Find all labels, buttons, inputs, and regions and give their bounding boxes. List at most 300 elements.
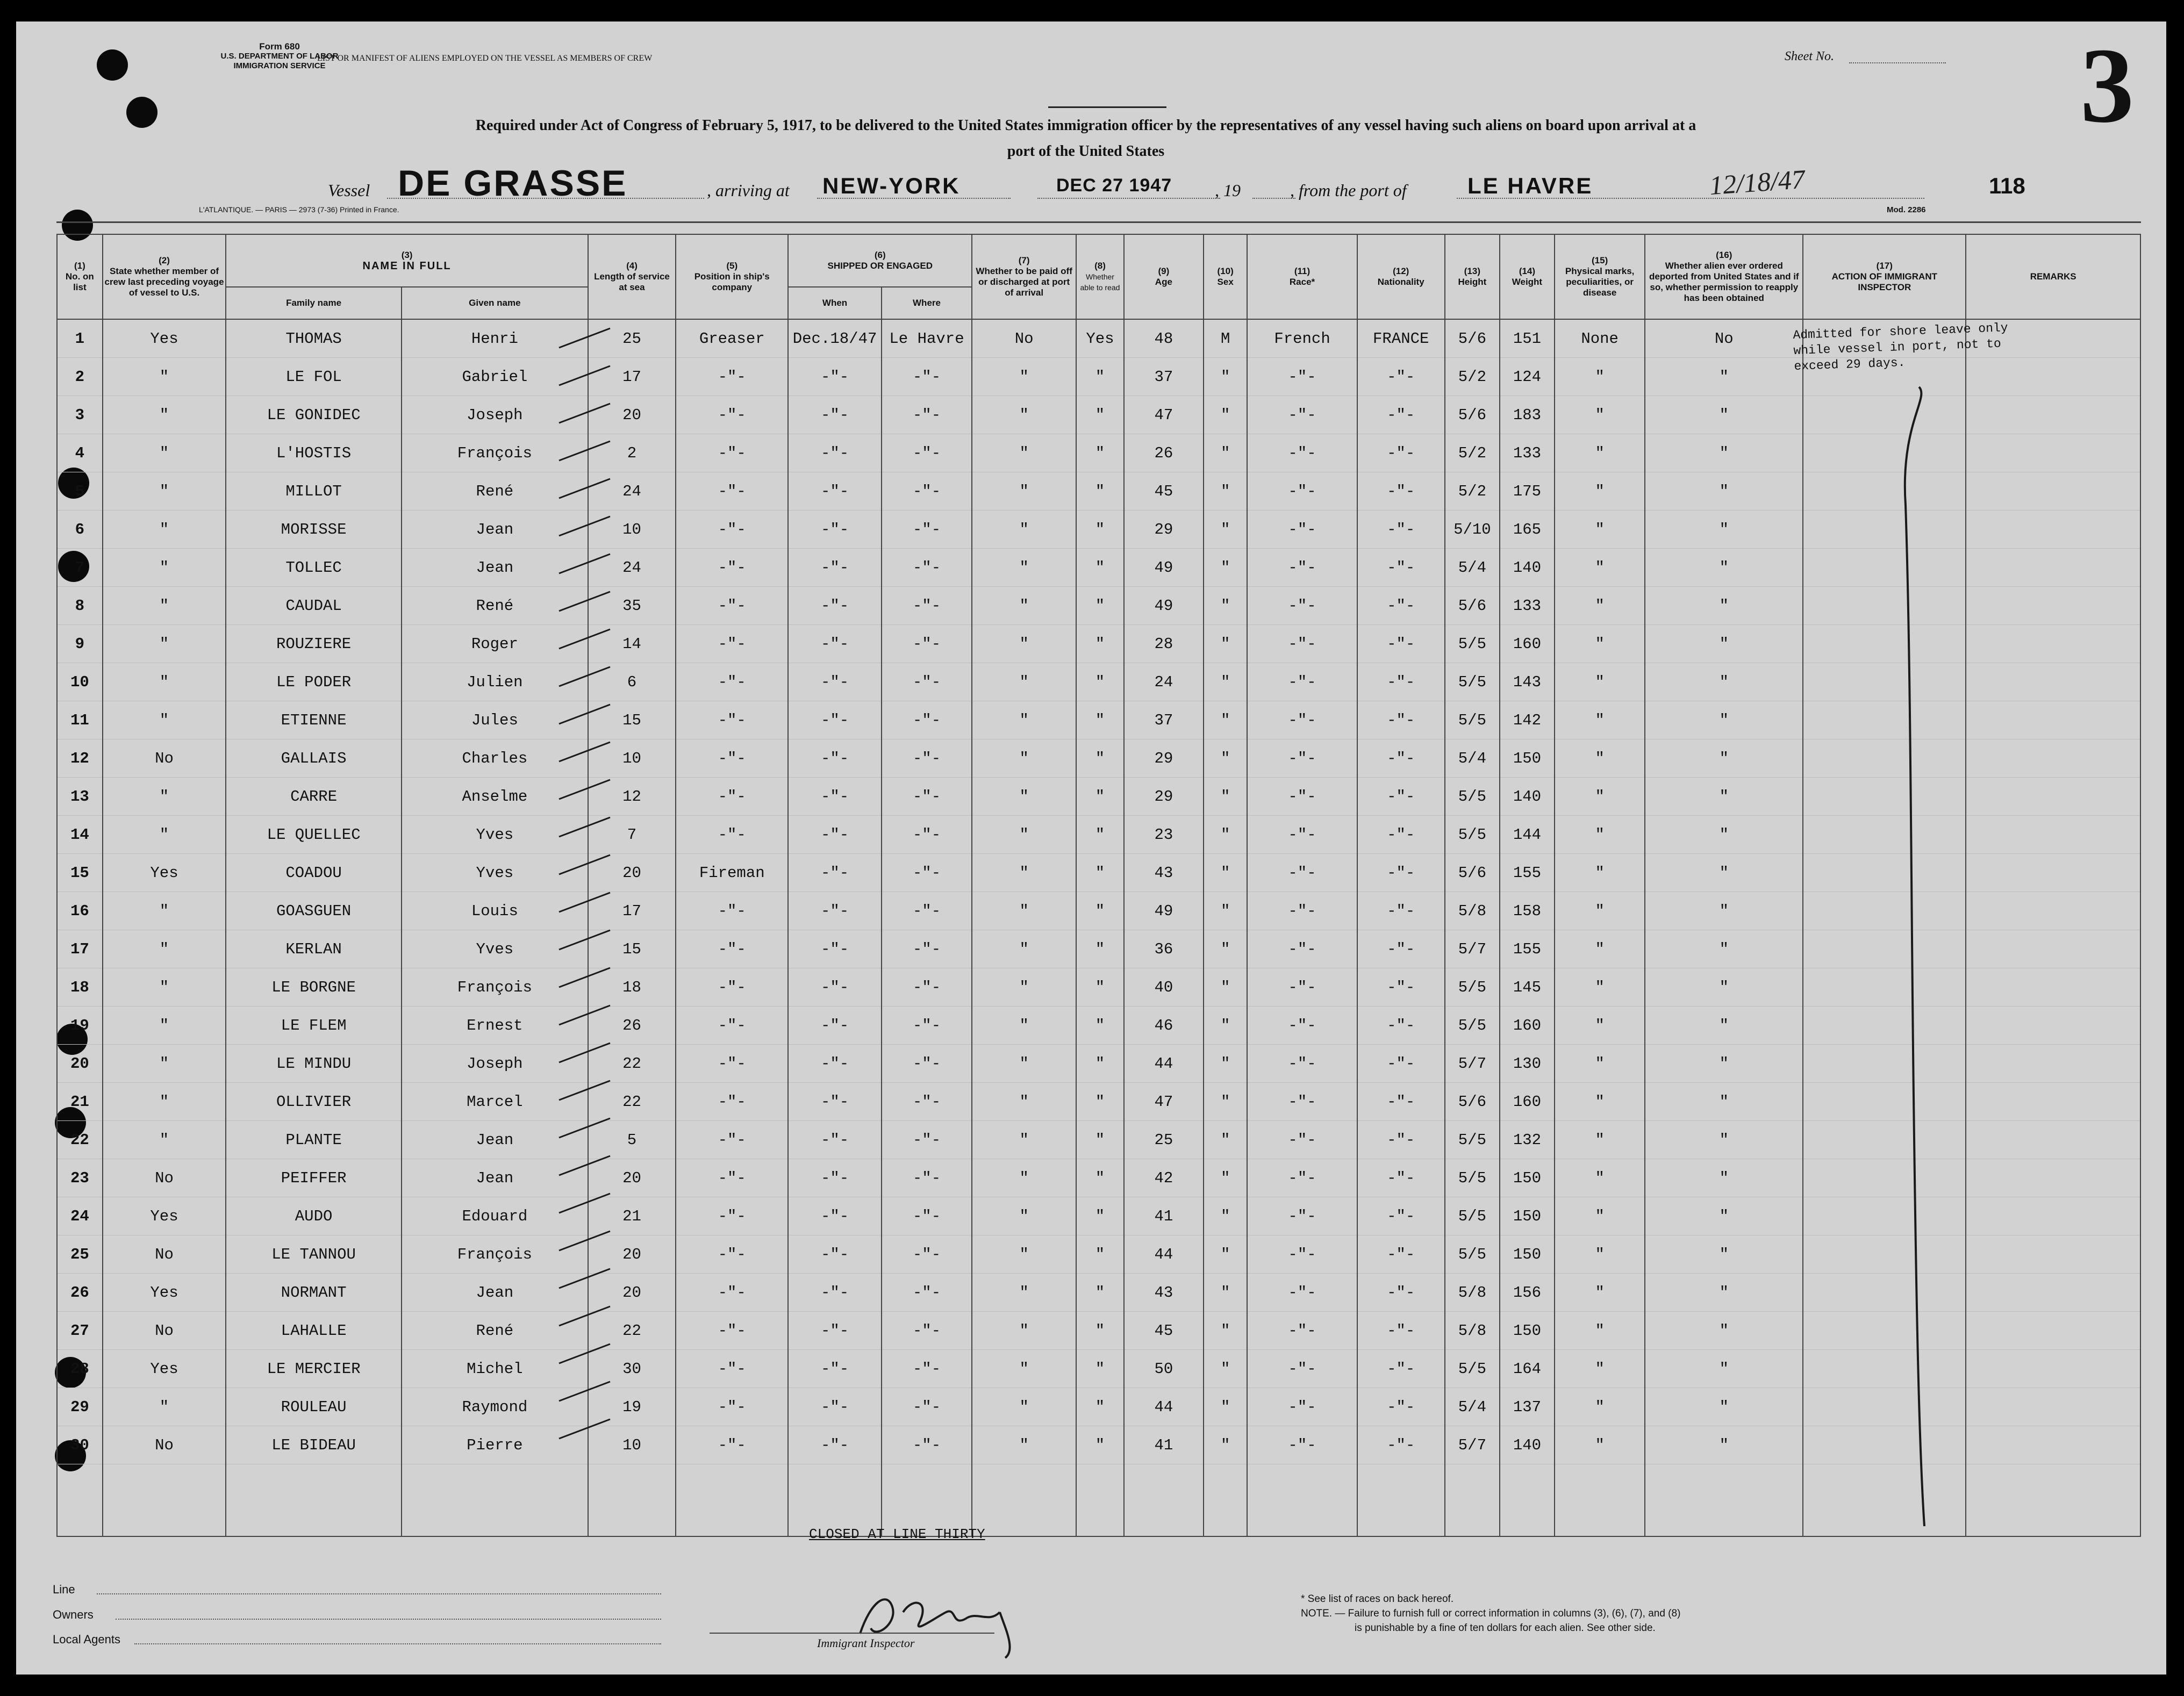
cell-able-to-read: " [1076, 434, 1124, 472]
cell-family-name: LE PODER [226, 663, 402, 701]
cell-family-name: OLLIVIER [226, 1083, 402, 1121]
cell-race: -"- [1247, 1197, 1357, 1235]
cell-deported-status: " [1645, 892, 1803, 930]
cell-physical-marks: " [1555, 1121, 1645, 1159]
cell-shipped-where: -"- [882, 1388, 972, 1426]
cell-shipped-where: -"- [882, 854, 972, 892]
cell-height: 5/5 [1445, 1007, 1500, 1045]
cell-prev-voyage: Yes [103, 854, 226, 892]
cell-row-number: 24 [57, 1197, 103, 1235]
cell-race: -"- [1247, 663, 1357, 701]
cell-physical-marks: " [1555, 358, 1645, 396]
cell-age: 29 [1124, 511, 1204, 549]
cell-paid-off: " [972, 968, 1076, 1007]
cell-family-name: LE FLEM [226, 1007, 402, 1045]
cell-shipped-when: -"- [788, 968, 881, 1007]
cell-height: 5/6 [1445, 1083, 1500, 1121]
cell-shipped-when: -"- [788, 549, 881, 587]
cell-age: 43 [1124, 1274, 1204, 1312]
from-port: LE HAVRE [1467, 173, 1593, 198]
col-header-no: (1) No. on list [57, 234, 103, 319]
cell-age: 24 [1124, 663, 1204, 701]
cell-row-number: 16 [57, 892, 103, 930]
closing-note: CLOSED AT LINE THIRTY [809, 1526, 985, 1542]
cell-physical-marks: " [1555, 1350, 1645, 1388]
cell-race: -"- [1247, 1159, 1357, 1197]
cell-shipped-where: -"- [882, 1007, 972, 1045]
cell-prev-voyage: " [103, 816, 226, 854]
cell-row-number: 2 [57, 358, 103, 396]
cell-given-name: Jean [402, 1274, 588, 1312]
cell-height: 5/4 [1445, 1388, 1500, 1426]
cell-sex: " [1204, 930, 1248, 968]
cell-weight: 160 [1500, 625, 1555, 663]
subtitle-line-2: port of the United States [1007, 143, 1165, 160]
col-header-position: (5) Position in ship's company [676, 234, 788, 319]
cell-sex: " [1204, 1083, 1248, 1121]
cell-deported-status: " [1645, 968, 1803, 1007]
mod-number: Mod. 2286 [1887, 205, 1926, 214]
cell-nationality: -"- [1357, 1159, 1445, 1197]
cell-age: 49 [1124, 549, 1204, 587]
cell-able-to-read: " [1076, 1274, 1124, 1312]
cell-age: 48 [1124, 319, 1204, 358]
cell-row-number: 5 [57, 472, 103, 511]
cell-prev-voyage: " [103, 1045, 226, 1083]
cell-height: 5/7 [1445, 1426, 1500, 1464]
cell-physical-marks: " [1555, 968, 1645, 1007]
cell-height: 5/6 [1445, 854, 1500, 892]
cell-length-of-service: 17 [588, 358, 676, 396]
cell-shipped-when: -"- [788, 396, 881, 434]
cell-able-to-read: " [1076, 1197, 1124, 1235]
cell-length-of-service: 2 [588, 434, 676, 472]
cell-paid-off: " [972, 587, 1076, 625]
cell-deported-status: " [1645, 1159, 1803, 1197]
cell-race: -"- [1247, 396, 1357, 434]
service-check-mark [559, 705, 610, 724]
cell-shipped-where: -"- [882, 1235, 972, 1274]
cell-nationality: -"- [1357, 663, 1445, 701]
cell-age: 45 [1124, 1312, 1204, 1350]
cell-given-name: François [402, 434, 588, 472]
cell-length-of-service: 20 [588, 1274, 676, 1312]
cell-age: 42 [1124, 1159, 1204, 1197]
cell-deported-status: " [1645, 816, 1803, 854]
cell-deported-status: " [1645, 854, 1803, 892]
cell-given-name: Joseph [402, 396, 588, 434]
cell-paid-off: " [972, 472, 1076, 511]
cell-given-name: Julien [402, 663, 588, 701]
service-check-mark [559, 855, 610, 874]
cell-age: 29 [1124, 739, 1204, 778]
cell-sex: " [1204, 1388, 1248, 1426]
cell-given-name: René [402, 587, 588, 625]
cell-physical-marks: " [1555, 1312, 1645, 1350]
cell-able-to-read: " [1076, 1083, 1124, 1121]
cell-height: 5/8 [1445, 892, 1500, 930]
cell-nationality: -"- [1357, 625, 1445, 663]
cell-nationality: -"- [1357, 854, 1445, 892]
cell-prev-voyage: " [103, 434, 226, 472]
cell-shipped-when: -"- [788, 739, 881, 778]
cell-given-name: Jean [402, 1159, 588, 1197]
cell-weight: 150 [1500, 1312, 1555, 1350]
year-prefix: , 19 [1215, 181, 1241, 200]
cell-shipped-when: -"- [788, 1350, 881, 1388]
cell-height: 5/5 [1445, 701, 1500, 739]
cell-able-to-read: " [1076, 1426, 1124, 1464]
cell-nationality: -"- [1357, 892, 1445, 930]
cell-age: 47 [1124, 396, 1204, 434]
cell-physical-marks: " [1555, 663, 1645, 701]
cell-shipped-when: -"- [788, 663, 881, 701]
cell-shipped-when: -"- [788, 816, 881, 854]
cell-sex: " [1204, 778, 1248, 816]
cell-shipped-when: -"- [788, 1197, 881, 1235]
cell-physical-marks: " [1555, 816, 1645, 854]
col-header-where: Where [882, 287, 972, 319]
cell-physical-marks: " [1555, 1007, 1645, 1045]
cell-physical-marks: " [1555, 1388, 1645, 1426]
cell-race: -"- [1247, 701, 1357, 739]
cell-weight: 133 [1500, 587, 1555, 625]
cell-race: -"- [1247, 816, 1357, 854]
cell-able-to-read: " [1076, 1350, 1124, 1388]
cell-given-name: Marcel [402, 1083, 588, 1121]
cell-length-of-service: 7 [588, 816, 676, 854]
cell-shipped-where: -"- [882, 587, 972, 625]
cell-prev-voyage: " [103, 778, 226, 816]
cell-nationality: -"- [1357, 1083, 1445, 1121]
cell-position: -"- [676, 701, 788, 739]
cell-length-of-service: 10 [588, 511, 676, 549]
cell-race: -"- [1247, 1083, 1357, 1121]
cell-paid-off: " [972, 854, 1076, 892]
cell-physical-marks: " [1555, 587, 1645, 625]
cell-position: -"- [676, 1045, 788, 1083]
cell-able-to-read: " [1076, 701, 1124, 739]
cell-length-of-service: 14 [588, 625, 676, 663]
col-header-marks: (15) Physical marks, peculiarities, or disease [1555, 234, 1645, 319]
cell-given-name: Roger [402, 625, 588, 663]
cell-physical-marks: " [1555, 549, 1645, 587]
cell-length-of-service: 17 [588, 892, 676, 930]
cell-row-number: 30 [57, 1426, 103, 1464]
cell-age: 44 [1124, 1045, 1204, 1083]
cell-physical-marks: " [1555, 701, 1645, 739]
cell-prev-voyage: " [103, 968, 226, 1007]
cell-position: -"- [676, 1007, 788, 1045]
cell-family-name: LE MINDU [226, 1045, 402, 1083]
cell-length-of-service: 20 [588, 854, 676, 892]
cell-nationality: -"- [1357, 434, 1445, 472]
cell-row-number: 22 [57, 1121, 103, 1159]
cell-paid-off: " [972, 816, 1076, 854]
cell-paid-off: " [972, 625, 1076, 663]
cell-family-name: PEIFFER [226, 1159, 402, 1197]
cell-race: -"- [1247, 778, 1357, 816]
service-check-mark [559, 1194, 610, 1213]
cell-sex: " [1204, 1045, 1248, 1083]
cell-sex: M [1204, 319, 1248, 358]
vessel-name: DE GRASSE [398, 163, 628, 204]
cell-position: -"- [676, 1350, 788, 1388]
cell-deported-status: " [1645, 434, 1803, 472]
owners-rule [116, 1619, 661, 1620]
from-label: , from the port of [1290, 181, 1407, 200]
service-check-mark [559, 817, 610, 837]
cell-able-to-read: " [1076, 663, 1124, 701]
cell-position: -"- [676, 1197, 788, 1235]
cell-prev-voyage: No [103, 1426, 226, 1464]
race-footnote: * See list of races on back hereof. [1301, 1593, 1454, 1605]
cell-position: -"- [676, 778, 788, 816]
cell-sex: " [1204, 472, 1248, 511]
cell-given-name: Yves [402, 854, 588, 892]
cell-weight: 158 [1500, 892, 1555, 930]
cell-height: 5/8 [1445, 1312, 1500, 1350]
cell-physical-marks: " [1555, 1197, 1645, 1235]
cell-deported-status: " [1645, 1426, 1803, 1464]
cell-height: 5/5 [1445, 1350, 1500, 1388]
cell-length-of-service: 15 [588, 701, 676, 739]
cell-position: Greaser [676, 319, 788, 358]
cell-family-name: ROULEAU [226, 1388, 402, 1426]
cell-deported-status: " [1645, 1083, 1803, 1121]
cell-shipped-where: -"- [882, 511, 972, 549]
cell-family-name: LE GONIDEC [226, 396, 402, 434]
cell-physical-marks: " [1555, 625, 1645, 663]
cell-shipped-where: -"- [882, 1159, 972, 1197]
service-check-mark [559, 1156, 610, 1175]
cell-paid-off: " [972, 511, 1076, 549]
service-check-mark [559, 930, 610, 950]
cell-row-number: 27 [57, 1312, 103, 1350]
cell-height: 5/5 [1445, 1121, 1500, 1159]
cell-height: 5/8 [1445, 1274, 1500, 1312]
cell-shipped-when: -"- [788, 1274, 881, 1312]
cell-deported-status: " [1645, 1197, 1803, 1235]
cell-race: -"- [1247, 1121, 1357, 1159]
cell-age: 45 [1124, 472, 1204, 511]
cell-shipped-where: -"- [882, 625, 972, 663]
cell-nationality: -"- [1357, 739, 1445, 778]
cell-age: 44 [1124, 1388, 1204, 1426]
cell-given-name: René [402, 472, 588, 511]
cell-prev-voyage: Yes [103, 1350, 226, 1388]
cell-age: 25 [1124, 1121, 1204, 1159]
cell-shipped-where: -"- [882, 892, 972, 930]
cell-age: 26 [1124, 434, 1204, 472]
col-header-read: (8) Whether able to read [1076, 234, 1124, 319]
cell-physical-marks: " [1555, 396, 1645, 434]
service-check-mark [559, 968, 610, 987]
cell-deported-status: " [1645, 1388, 1803, 1426]
cell-able-to-read: " [1076, 358, 1124, 396]
cell-physical-marks: None [1555, 319, 1645, 358]
cell-able-to-read: " [1076, 892, 1124, 930]
cell-row-number: 28 [57, 1350, 103, 1388]
cell-shipped-when: -"- [788, 1388, 881, 1426]
cell-given-name: Joseph [402, 1045, 588, 1083]
cell-age: 49 [1124, 587, 1204, 625]
cell-row-number: 9 [57, 625, 103, 663]
cell-family-name: CAUDAL [226, 587, 402, 625]
cell-row-number: 25 [57, 1235, 103, 1274]
cell-position: -"- [676, 434, 788, 472]
cell-sex: " [1204, 968, 1248, 1007]
cell-family-name: THOMAS [226, 319, 402, 358]
cell-paid-off: " [972, 1235, 1076, 1274]
cell-shipped-where: -"- [882, 1274, 972, 1312]
cell-paid-off: " [972, 892, 1076, 930]
cell-deported-status: " [1645, 1121, 1803, 1159]
cell-shipped-when: -"- [788, 1159, 881, 1197]
cell-row-number: 17 [57, 930, 103, 968]
cell-able-to-read: " [1076, 1121, 1124, 1159]
cell-row-number: 18 [57, 968, 103, 1007]
cell-physical-marks: " [1555, 511, 1645, 549]
manifest-number: 118 [1989, 173, 2025, 198]
cell-race: -"- [1247, 739, 1357, 778]
service-check-mark [559, 1118, 610, 1138]
cell-race: French [1247, 319, 1357, 358]
cell-shipped-where: -"- [882, 739, 972, 778]
cell-family-name: LE BORGNE [226, 968, 402, 1007]
cell-family-name: LE MERCIER [226, 1350, 402, 1388]
cell-shipped-when: -"- [788, 1312, 881, 1350]
cell-sex: " [1204, 434, 1248, 472]
cell-physical-marks: " [1555, 472, 1645, 511]
col-header-age: (9) Age [1124, 234, 1204, 319]
cell-paid-off: " [972, 434, 1076, 472]
col-header-race: (11) Race* [1247, 234, 1357, 319]
cell-given-name: Jean [402, 1121, 588, 1159]
col-header-sex: (10) Sex [1204, 234, 1248, 319]
cell-given-name: Ernest [402, 1007, 588, 1045]
cell-family-name: ROUZIERE [226, 625, 402, 663]
handwriting-marks [16, 21, 2166, 1675]
service-check-mark [559, 592, 610, 611]
arriving-port: NEW-YORK [822, 173, 961, 198]
cell-position: -"- [676, 587, 788, 625]
col-header-weight: (14) Weight [1500, 234, 1555, 319]
cell-shipped-when: -"- [788, 434, 881, 472]
cell-shipped-where: -"- [882, 968, 972, 1007]
cell-given-name: Yves [402, 816, 588, 854]
cell-given-name: René [402, 1312, 588, 1350]
cell-sex: " [1204, 701, 1248, 739]
cell-row-number: 14 [57, 816, 103, 854]
cell-prev-voyage: No [103, 1235, 226, 1274]
cell-shipped-when: -"- [788, 1007, 881, 1045]
cell-physical-marks: " [1555, 739, 1645, 778]
cell-length-of-service: 19 [588, 1388, 676, 1426]
cell-weight: 155 [1500, 930, 1555, 968]
cell-length-of-service: 15 [588, 930, 676, 968]
service-check-mark [559, 1269, 610, 1288]
cell-weight: 150 [1500, 1197, 1555, 1235]
cell-height: 5/2 [1445, 358, 1500, 396]
cell-prev-voyage: " [103, 511, 226, 549]
cell-length-of-service: 24 [588, 472, 676, 511]
cell-age: 28 [1124, 625, 1204, 663]
cell-able-to-read: " [1076, 1159, 1124, 1197]
cell-height: 5/5 [1445, 968, 1500, 1007]
cell-prev-voyage: " [103, 396, 226, 434]
cell-paid-off: " [972, 358, 1076, 396]
signature-rule [710, 1633, 994, 1634]
cell-race: -"- [1247, 358, 1357, 396]
cell-sex: " [1204, 625, 1248, 663]
cell-able-to-read: " [1076, 1388, 1124, 1426]
cell-length-of-service: 22 [588, 1083, 676, 1121]
cell-nationality: -"- [1357, 511, 1445, 549]
service-check-mark [559, 893, 610, 912]
footnote [1301, 1592, 1680, 1635]
cell-nationality: -"- [1357, 930, 1445, 968]
cell-prev-voyage: No [103, 1159, 226, 1197]
cell-length-of-service: 10 [588, 1426, 676, 1464]
service-check-mark [559, 742, 610, 761]
cell-given-name: François [402, 968, 588, 1007]
inspector-note-line-3: exceed 29 days. [1794, 355, 1906, 373]
cell-row-number: 12 [57, 739, 103, 778]
cell-height: 5/5 [1445, 778, 1500, 816]
cell-shipped-when: -"- [788, 625, 881, 663]
cell-paid-off: " [972, 1388, 1076, 1426]
cell-height: 5/7 [1445, 930, 1500, 968]
cell-length-of-service: 10 [588, 739, 676, 778]
cell-height: 5/5 [1445, 1235, 1500, 1274]
service-check-mark [559, 1419, 610, 1439]
cell-shipped-when: -"- [788, 587, 881, 625]
cell-able-to-read: " [1076, 816, 1124, 854]
cell-nationality: -"- [1357, 1274, 1445, 1312]
cell-able-to-read: " [1076, 1312, 1124, 1350]
cell-deported-status: " [1645, 663, 1803, 701]
cell-shipped-where: -"- [882, 1045, 972, 1083]
cell-race: -"- [1247, 1426, 1357, 1464]
subtitle-line-1: Required under Act of Congress of February 5, 1917, to be delivered to the United States immigration officer by the representatives of any vessel having such aliens on board upon arrival at a [475, 117, 1696, 134]
cell-sex: " [1204, 396, 1248, 434]
cell-able-to-read: " [1076, 1235, 1124, 1274]
cell-family-name: KERLAN [226, 930, 402, 968]
cell-family-name: LE TANNOU [226, 1235, 402, 1274]
cell-shipped-when: -"- [788, 778, 881, 816]
service-check-mark [559, 479, 610, 498]
cell-row-number: 7 [57, 549, 103, 587]
cell-shipped-where: -"- [882, 778, 972, 816]
service-check-mark [559, 366, 610, 385]
cell-length-of-service: 35 [588, 587, 676, 625]
agents-label: Local Agents [53, 1633, 120, 1646]
cell-prev-voyage: " [103, 1388, 226, 1426]
cell-shipped-where: -"- [882, 1312, 972, 1350]
cell-age: 50 [1124, 1350, 1204, 1388]
service-check-mark [559, 328, 610, 348]
cell-position: -"- [676, 472, 788, 511]
cell-weight: 175 [1500, 472, 1555, 511]
col-header-family-name: Family name [226, 287, 402, 319]
cell-length-of-service: 12 [588, 778, 676, 816]
cell-paid-off: " [972, 1045, 1076, 1083]
cell-deported-status: " [1645, 930, 1803, 968]
cell-weight: 137 [1500, 1388, 1555, 1426]
cell-age: 41 [1124, 1197, 1204, 1235]
cell-family-name: MORISSE [226, 511, 402, 549]
